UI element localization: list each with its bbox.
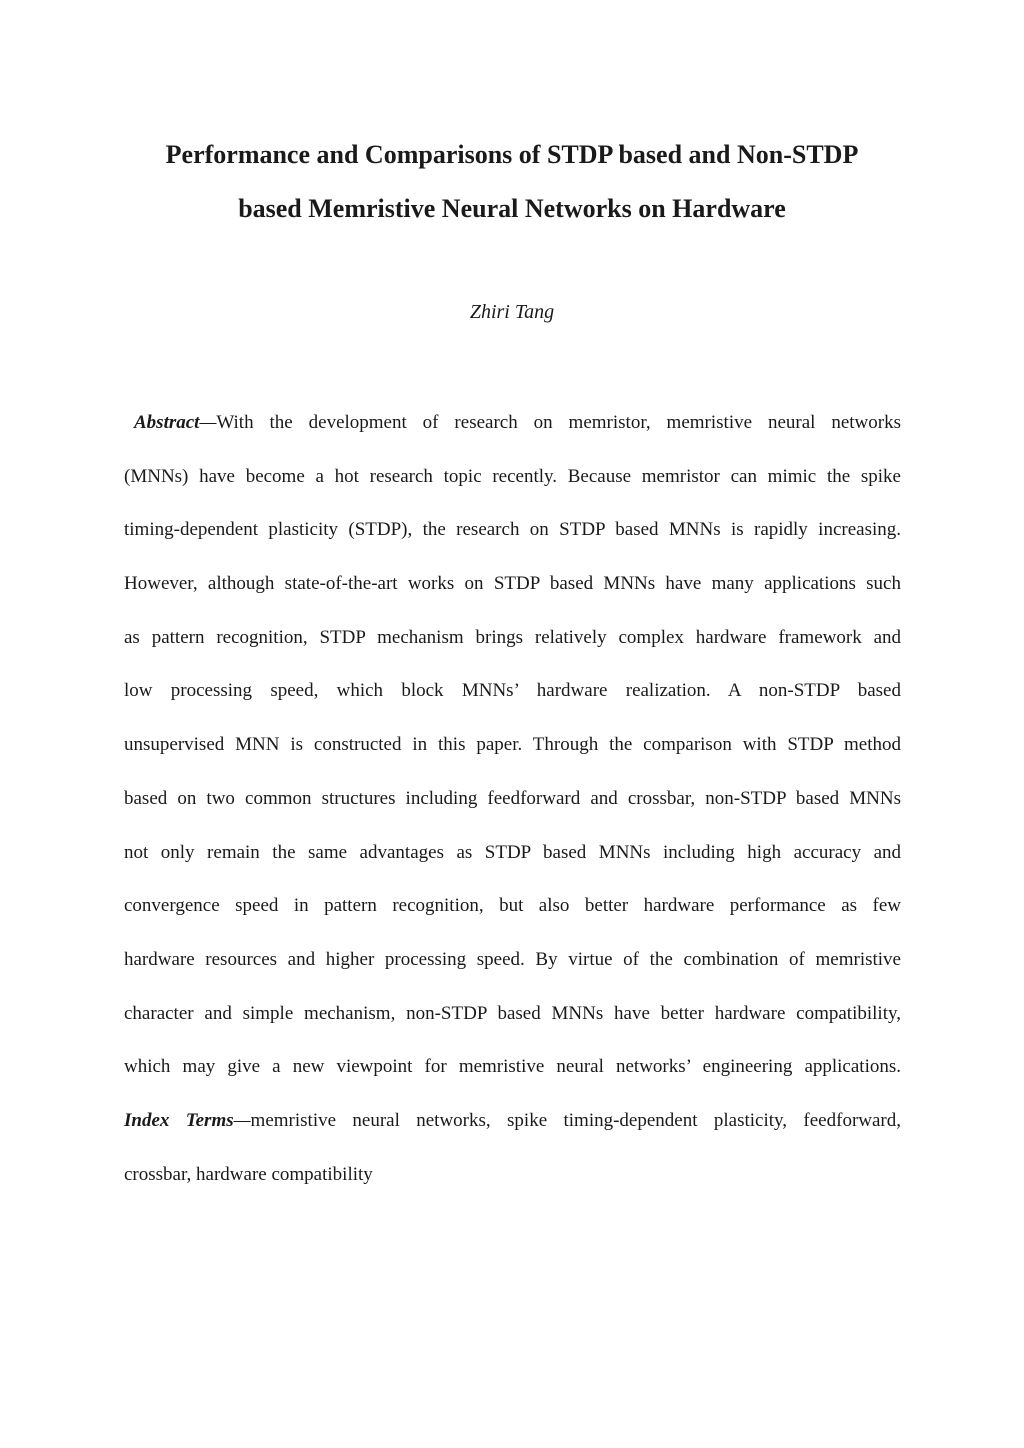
author-name: Zhiri Tang — [469, 301, 555, 323]
abstract-block — [124, 396, 901, 1201]
abstract-text: With the development of research on memristor, memristive neural networks — [216, 412, 901, 433]
index-terms-line: crossbar, hardware compatibility — [124, 1163, 373, 1185]
abstract-dash: — — [199, 412, 217, 433]
index-terms-dash: — — [233, 1109, 251, 1131]
abstract-line: based on two common structures including feedforward and crossbar, non-STDP based MNNs — [124, 787, 901, 809]
abstract-line: timing-dependent plasticity (STDP), the research on STDP based MNNs is rapidly increasing. — [124, 519, 901, 541]
abstract-line: unsupervised MNN is constructed in this paper. Through the comparison with STDP method — [124, 734, 901, 756]
title-line: based Memristive Neural Networks on Hardware — [238, 194, 786, 223]
abstract-line: as pattern recognition, STDP mechanism brings relatively complex hardware framework and — [124, 626, 901, 648]
paper-title — [100, 128, 924, 236]
abstract-line: low processing speed, which block MNNs’ hardware realization. A non-STDP based — [124, 680, 901, 702]
abstract-line: which may give a new viewpoint for memristive neural networks’ engineering applications. — [124, 1056, 901, 1078]
title-line: Performance and Comparisons of STDP based and Non-STDP — [165, 140, 859, 169]
abstract-line: However, although state-of-the-art works on STDP based MNNs have many applications such — [124, 573, 901, 595]
abstract-line: character and simple mechanism, non-STDP based MNNs have better hardware compatibility, — [124, 1002, 901, 1024]
abstract-line: not only remain the same advantages as STDP based MNNs including high accuracy and — [124, 841, 901, 863]
abstract-label: Abstract — [134, 412, 200, 433]
abstract-line — [124, 396, 901, 450]
index-terms-label: Index Terms — [124, 1109, 234, 1131]
abstract-line: hardware resources and higher processing speed. By virtue of the combination of memristive — [124, 948, 901, 970]
index-terms-text: memristive neural networks, spike timing-dependent plasticity, feedforward, — [250, 1109, 902, 1131]
abstract-line: convergence speed in pattern recognition, but also better hardware performance as few — [124, 895, 901, 917]
abstract-line: (MNNs) have become a hot research topic recently. Because memristor can mimic the spike — [124, 465, 901, 487]
index-terms-line — [124, 1094, 901, 1148]
